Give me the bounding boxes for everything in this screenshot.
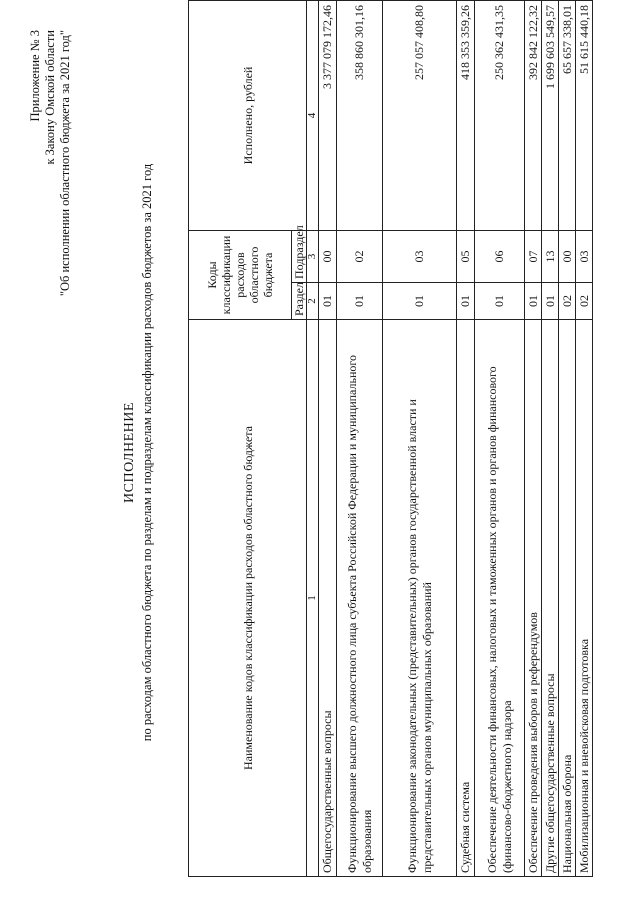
table-row — [457, 0, 475, 876]
row-name: Национальная оборона — [559, 320, 576, 877]
table-row — [576, 0, 593, 876]
header-name: Наименование кодов классификации расходов областного бюджета — [189, 320, 307, 877]
table-row — [525, 0, 542, 876]
table-row — [319, 0, 337, 876]
row-section: 01 — [457, 283, 475, 320]
row-amount: 358 860 301,16 — [337, 0, 383, 230]
row-section: 01 — [319, 283, 337, 320]
header-codes: Коды классификации расходов областного бюджета — [189, 230, 292, 319]
row-subsection: 13 — [542, 230, 559, 282]
row-amount: 65 657 338,01 — [559, 0, 576, 230]
row-subsection: 02 — [337, 230, 383, 282]
col-number: 3 — [307, 230, 319, 282]
header-amount: Исполнено, рублей — [189, 0, 307, 230]
appendix-line-1: Приложение № 3 — [28, 30, 42, 122]
row-amount: 3 377 079 172,46 — [319, 0, 337, 230]
row-subsection: 06 — [475, 230, 525, 282]
row-name: Функционирование законодательных (представительных) органов государственной власти и представительных органов муниципальных образований — [383, 320, 457, 877]
table-row — [542, 0, 559, 876]
budget-table — [188, 0, 593, 877]
row-amount: 1 699 603 549,57 — [542, 0, 559, 230]
appendix-note — [28, 30, 73, 296]
row-amount: 250 362 431,35 — [475, 0, 525, 230]
table-row — [475, 0, 525, 876]
row-section: 02 — [576, 283, 593, 320]
col-number: 4 — [307, 0, 319, 230]
table-row — [559, 0, 576, 876]
row-subsection: 03 — [383, 230, 457, 282]
row-name: Обеспечение деятельности финансовых, налоговых и таможенных органов и органов финансового (финансово-бюджетного) надзора — [475, 320, 525, 877]
row-section: 01 — [475, 283, 525, 320]
row-subsection: 03 — [576, 230, 593, 282]
table-row — [383, 0, 457, 876]
header-subsection: Подраздел — [292, 230, 307, 282]
header-section: Раздел — [292, 283, 307, 320]
row-name: Обеспечение проведения выборов и референдумов — [525, 320, 542, 877]
row-amount: 418 353 359,26 — [457, 0, 475, 230]
row-subsection: 00 — [559, 230, 576, 282]
row-name: Общегосударственные вопросы — [319, 320, 337, 877]
row-section: 01 — [337, 283, 383, 320]
row-name: Мобилизационная и вневойсковая подготовка — [576, 320, 593, 877]
document-title: ИСПОЛНЕНИЕ — [122, 402, 137, 503]
document-subtitle: по расходам областного бюджета по разделам и подразделам классификации расходов бюджетов за 2021 год — [140, 163, 154, 742]
appendix-line-2: к Закону Омской области — [43, 30, 57, 165]
row-subsection: 05 — [457, 230, 475, 282]
col-number: 1 — [307, 320, 319, 877]
row-section: 01 — [525, 283, 542, 320]
row-name: Функционирование высшего должностного лица субъекта Российской Федерации и муниципального образования — [337, 320, 383, 877]
row-amount: 257 057 408,80 — [383, 0, 457, 230]
row-section: 02 — [559, 283, 576, 320]
row-section: 01 — [383, 283, 457, 320]
table-row — [337, 0, 383, 876]
row-subsection: 00 — [319, 230, 337, 282]
row-subsection: 07 — [525, 230, 542, 282]
row-name: Другие общегосударственные вопросы — [542, 320, 559, 877]
row-section: 01 — [542, 283, 559, 320]
row-amount: 51 615 440,18 — [576, 0, 593, 230]
row-name: Судебная система — [457, 320, 475, 877]
col-number: 2 — [307, 283, 319, 320]
row-amount: 392 842 122,32 — [525, 0, 542, 230]
appendix-line-3: "Об исполнении областного бюджета за 2021 год" — [58, 30, 72, 297]
